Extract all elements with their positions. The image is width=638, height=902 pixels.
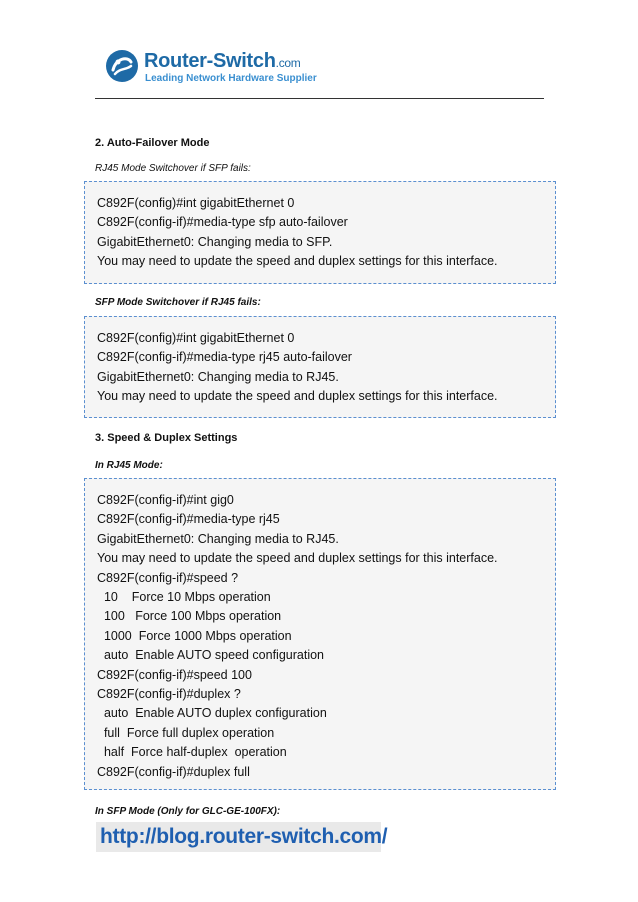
logo-swirl-icon: [104, 48, 140, 84]
logo-tagline: Leading Network Hardware Supplier: [145, 73, 317, 84]
section-heading-failover: 2. Auto-Failover Mode: [95, 137, 210, 149]
code-line: full Force full duplex operation: [97, 725, 275, 740]
code-line: You may need to update the speed and duplex settings for this interface.: [97, 389, 498, 404]
header-divider: [95, 98, 544, 99]
code-line: C892F(config)#int gigabitEthernet 0: [97, 196, 295, 210]
code-block-sfp-failover: [84, 181, 556, 284]
code-line: auto Enable AUTO duplex configuration: [97, 706, 327, 721]
code-line: C892F(config-if)#int gig0: [97, 493, 234, 507]
logo-name: Router-Switch.com: [144, 50, 301, 72]
section-heading-speed-duplex: 3. Speed & Duplex Settings: [95, 432, 238, 444]
code-line: 10 Force 10 Mbps operation: [97, 590, 271, 605]
code-line: C892F(config-if)#media-type rj45: [97, 512, 280, 527]
caption-rj45-fails: SFP Mode Switchover if RJ45 fails:: [95, 297, 261, 308]
code-line: 1000 Force 1000 Mbps operation: [97, 628, 292, 643]
code-line: C892F(config-if)#media-type sfp auto-failover: [97, 215, 348, 230]
code-line: GigabitEthernet0: Changing media to SFP.: [97, 234, 333, 249]
code-line: GigabitEthernet0: Changing media to RJ45.: [97, 531, 339, 546]
code-line: 100 Force 100 Mbps operation: [97, 609, 282, 624]
code-line: C892F(config-if)#speed ?: [97, 570, 239, 585]
caption-sfp-mode: In SFP Mode (Only for GLC-GE-100FX):: [95, 806, 281, 817]
code-line: auto Enable AUTO speed configuration: [97, 648, 325, 663]
code-line: C892F(config)#int gigabitEthernet 0: [97, 331, 295, 345]
code-line: C892F(config-if)#duplex full: [97, 764, 250, 779]
code-block-rj45-failover: [84, 316, 556, 418]
code-block-speed-duplex: [84, 478, 556, 790]
code-line: C892F(config-if)#duplex ?: [97, 687, 241, 702]
code-line: C892F(config-if)#speed 100: [97, 667, 252, 682]
blog-url-link[interactable]: http://blog.router-switch.com/: [96, 822, 381, 852]
code-line: GigabitEthernet0: Changing media to RJ45.: [97, 369, 339, 384]
code-line: You may need to update the speed and duplex settings for this interface.: [97, 551, 498, 566]
code-line: You may need to update the speed and duplex settings for this interface.: [97, 254, 498, 269]
code-line: half Force half-duplex operation: [97, 745, 287, 760]
code-line: C892F(config-if)#media-type rj45 auto-failover: [97, 350, 352, 365]
company-logo: [104, 48, 317, 88]
caption-rj45-mode: In RJ45 Mode:: [95, 460, 163, 471]
caption-sfp-fails: RJ45 Mode Switchover if SFP fails:: [95, 163, 251, 174]
